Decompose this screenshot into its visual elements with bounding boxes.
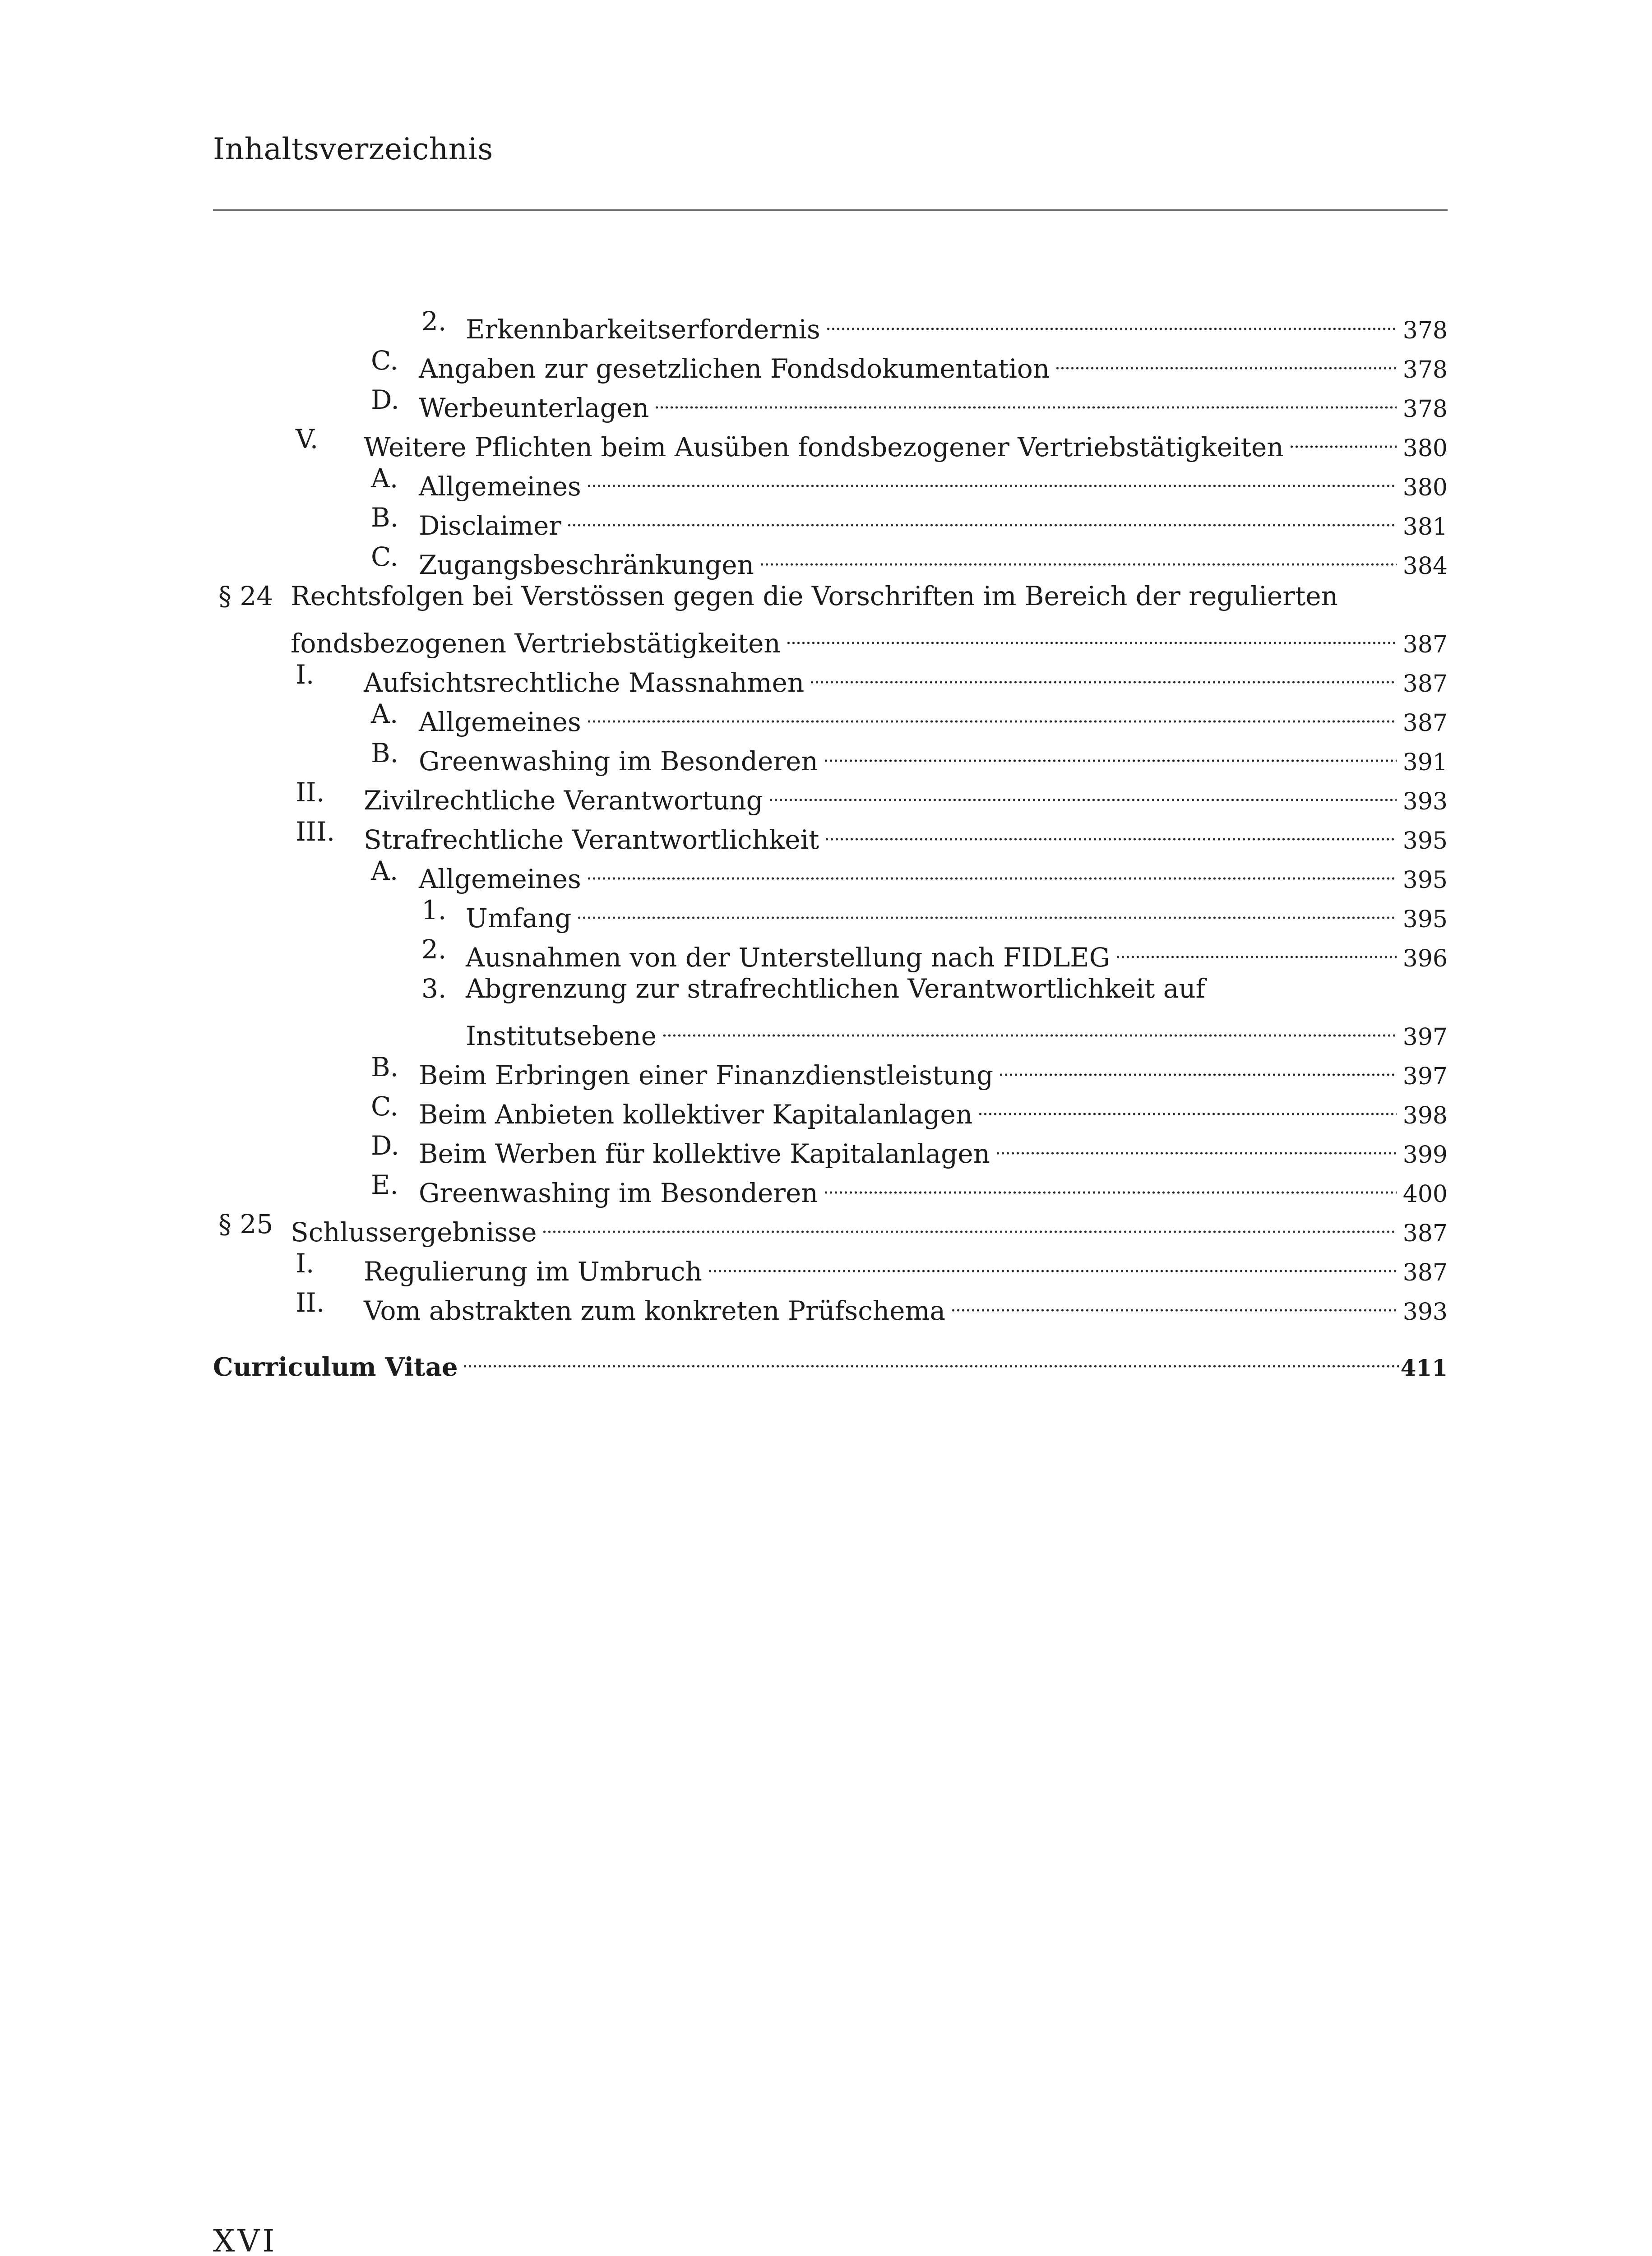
toc-entry[interactable] xyxy=(466,1011,1448,1051)
toc-page-number: 387 xyxy=(1402,1220,1448,1247)
toc-entry[interactable] xyxy=(419,697,1448,737)
leader-dots xyxy=(951,1285,1397,1320)
toc-number: C. xyxy=(371,1091,398,1122)
toc-entry-title: Ausnahmen von der Unterstellung nach FIDLEG xyxy=(466,942,1110,973)
toc-entry[interactable] xyxy=(419,461,1448,502)
page-number: XVI xyxy=(213,2224,278,2256)
leader-dots xyxy=(768,775,1397,809)
toc-entry-title: Regulierung im Umbruch xyxy=(364,1256,702,1287)
toc-entry[interactable] xyxy=(419,1050,1448,1091)
toc-entry[interactable] xyxy=(419,500,1448,541)
toc-entry-title: Beim Anbieten kollektiver Kapitalanlagen xyxy=(419,1099,973,1130)
toc-number: E. xyxy=(371,1170,398,1200)
running-header: Inhaltsverzeichnis xyxy=(213,132,493,166)
toc-page-number: 400 xyxy=(1402,1181,1448,1208)
toc-entry-title: Greenwashing im Besonderen xyxy=(419,746,818,777)
toc-entry[interactable] xyxy=(291,618,1448,659)
toc-number: A. xyxy=(371,698,398,729)
leader-dots xyxy=(567,500,1397,535)
leader-dots xyxy=(1115,932,1397,966)
toc-entry-title: Curriculum Vitae xyxy=(213,1352,458,1382)
leader-dots xyxy=(463,1341,1399,1376)
leader-dots xyxy=(978,1089,1397,1123)
toc-entry-title: Beim Werben für kollektive Kapitalanlagen xyxy=(419,1138,990,1169)
toc-entry-title: Disclaimer xyxy=(419,510,562,541)
toc-number: 2. xyxy=(421,934,447,965)
leader-dots xyxy=(824,1168,1397,1202)
toc-page-number: 384 xyxy=(1402,553,1448,580)
toc-entry[interactable] xyxy=(466,304,1448,345)
toc-number: A. xyxy=(371,463,398,494)
toc-page-number: 387 xyxy=(1402,670,1448,698)
toc-entry-title[interactable]: Rechtsfolgen bei Verstössen gegen die Vorschriften im Bereich der regulierten xyxy=(291,581,1338,611)
toc-entry-title: Zivilrechtliche Verantwortung xyxy=(364,785,763,816)
toc-page-number: 387 xyxy=(1402,631,1448,658)
toc-number: § 25 xyxy=(218,1209,273,1239)
leader-dots xyxy=(824,736,1397,770)
toc-number: I. xyxy=(296,1248,315,1279)
toc-number: II. xyxy=(296,1287,325,1318)
leader-dots xyxy=(826,304,1397,338)
toc-entry[interactable] xyxy=(419,1128,1448,1169)
toc-entry[interactable] xyxy=(419,1089,1448,1130)
toc-entry-title: Aufsichtsrechtliche Massnahmen xyxy=(364,667,805,698)
toc-entry-title: Werbeunterlagen xyxy=(419,393,649,423)
toc-entry-title: Allgemeines xyxy=(419,864,581,894)
leader-dots xyxy=(587,461,1397,495)
toc-entry-title: Schlussergebnisse xyxy=(291,1217,537,1248)
toc-number: III. xyxy=(296,816,335,847)
leader-dots xyxy=(786,618,1397,652)
leader-dots xyxy=(587,854,1397,888)
toc-page-number: 378 xyxy=(1402,317,1448,344)
toc-number: A. xyxy=(371,855,398,886)
toc-number: B. xyxy=(371,1052,399,1082)
toc-entry-title: Angaben zur gesetzlichen Fondsdokumentation xyxy=(419,353,1050,384)
toc-entry[interactable] xyxy=(364,1246,1448,1287)
toc-entry-curriculum-vitae[interactable] xyxy=(213,1341,1448,1382)
leader-dots xyxy=(999,1050,1397,1084)
toc-number: I. xyxy=(296,659,315,690)
toc-number: C. xyxy=(371,541,398,572)
toc-entry[interactable] xyxy=(466,893,1448,934)
toc-entry-title: Beim Erbringen einer Finanzdienstleistung xyxy=(419,1060,994,1091)
toc-entry-title: Erkennbarkeitserfordernis xyxy=(466,314,820,345)
leader-dots xyxy=(662,1011,1397,1045)
toc-page-number: 387 xyxy=(1402,710,1448,737)
leader-dots xyxy=(542,1207,1396,1241)
toc-entry[interactable] xyxy=(419,540,1448,580)
toc-entry[interactable] xyxy=(419,1168,1448,1208)
toc-number: 1. xyxy=(421,895,447,925)
leader-dots xyxy=(759,540,1397,574)
toc-page-number: 378 xyxy=(1402,396,1448,423)
toc-entry-title: Weitere Pflichten beim Ausüben fondsbezogener Vertriebstätigkeiten xyxy=(364,432,1284,462)
leader-dots xyxy=(654,383,1396,417)
toc-entry[interactable] xyxy=(466,932,1448,973)
toc-page-number: 393 xyxy=(1402,788,1448,815)
toc-entry[interactable] xyxy=(419,854,1448,894)
toc-entry-title: Allgemeines xyxy=(419,471,581,502)
toc-entry[interactable] xyxy=(419,383,1448,423)
toc-entry-title: Allgemeines xyxy=(419,707,581,737)
leader-dots xyxy=(810,657,1396,692)
toc-page-number: 393 xyxy=(1402,1299,1448,1326)
toc-number: D. xyxy=(371,1130,399,1161)
toc-number: B. xyxy=(371,738,399,768)
toc-entry[interactable] xyxy=(364,775,1448,816)
toc-entry-title: Strafrechtliche Verantwortlichkeit xyxy=(364,824,819,855)
toc-entry-title: Greenwashing im Besonderen xyxy=(419,1178,818,1208)
toc-number: § 24 xyxy=(218,581,273,611)
toc-page-number: 391 xyxy=(1402,749,1448,776)
toc-page-number: 399 xyxy=(1402,1142,1448,1169)
toc-number: II. xyxy=(296,777,325,808)
toc-page-number: 378 xyxy=(1402,356,1448,384)
toc-entry[interactable] xyxy=(419,736,1448,777)
toc-entry[interactable] xyxy=(291,1207,1448,1248)
toc-number: 3. xyxy=(421,973,447,1004)
toc-entry-title: Vom abstrakten zum konkreten Prüfschema xyxy=(364,1295,946,1326)
leader-dots xyxy=(1055,343,1397,378)
toc-entry-title: Umfang xyxy=(466,903,572,934)
header-rule xyxy=(213,209,1448,211)
leader-dots xyxy=(587,697,1397,731)
toc-page-number: 398 xyxy=(1402,1102,1448,1129)
leader-dots xyxy=(577,893,1396,927)
toc-entry-title-continued: fondsbezogenen Vertriebstätigkeiten xyxy=(291,628,781,659)
toc-entry[interactable] xyxy=(364,1285,1448,1326)
toc-page-number: 381 xyxy=(1402,513,1448,541)
toc-page-number: 411 xyxy=(1400,1355,1448,1381)
toc-entry[interactable] xyxy=(419,343,1448,384)
toc-number: 2. xyxy=(421,306,447,337)
toc-page-number: 397 xyxy=(1402,1063,1448,1090)
leader-dots xyxy=(708,1246,1397,1281)
toc-entry[interactable] xyxy=(364,814,1448,855)
toc-number: C. xyxy=(371,345,398,376)
toc-page-number: 380 xyxy=(1402,435,1448,462)
toc-number: B. xyxy=(371,502,399,533)
toc-entry-title[interactable]: Abgrenzung zur strafrechtlichen Verantwortlichkeit auf xyxy=(466,973,1206,1004)
toc-number: V. xyxy=(296,424,319,454)
toc-page-number: 380 xyxy=(1402,474,1448,501)
toc-page-number: 387 xyxy=(1402,1259,1448,1286)
toc-page-number: 395 xyxy=(1402,828,1448,855)
toc-entry[interactable] xyxy=(364,657,1448,698)
toc-page-number: 395 xyxy=(1402,906,1448,933)
toc-entry-title-continued: Institutsebene xyxy=(466,1021,657,1051)
toc-page-number: 395 xyxy=(1402,867,1448,894)
toc-entry-title: Zugangsbeschränkungen xyxy=(419,550,754,580)
toc-page-number: 397 xyxy=(1402,1024,1448,1051)
leader-dots xyxy=(995,1128,1397,1163)
leader-dots xyxy=(1289,422,1397,456)
toc-number: D. xyxy=(371,384,399,415)
leader-dots xyxy=(824,814,1396,849)
toc-page-number: 396 xyxy=(1402,945,1448,972)
toc-entry[interactable] xyxy=(364,422,1448,462)
